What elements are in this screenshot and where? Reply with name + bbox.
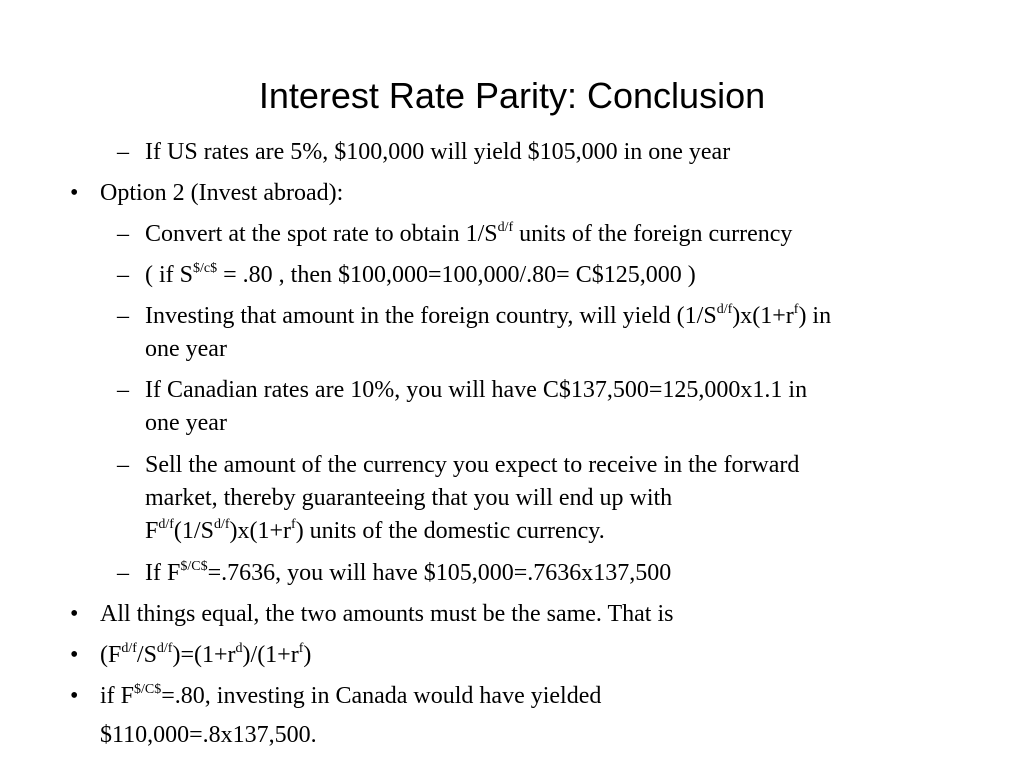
bullet-parity-formula: $(F^{d/f}/S^{d/f})=(1+r^d)/(1+r^f)$	[100, 641, 312, 668]
bullet-marker: •	[70, 601, 79, 627]
subitem-canadian-rates: If Canadian rates are 10%, you will have C$137,500=125,000x1.1 in	[145, 377, 808, 403]
dash-marker: –	[117, 452, 129, 478]
dash-marker: –	[117, 377, 129, 403]
subitem-investing-abroad: Investing that amount in the foreign country, will yield $(1/S^{d/f})x(1+r^f)$ in	[145, 302, 832, 329]
subitem-canadian-rates-cont: one year	[145, 410, 227, 436]
bullet-marker: •	[70, 683, 79, 709]
bullet-option-2: Option 2 (Invest abroad):	[100, 180, 344, 206]
dash-marker: –	[117, 139, 129, 165]
subitem-spot-example: ( if $S^{\$/c\$} = .80$ , then $100,000=100,000/.80= C$125,000 )	[145, 261, 696, 288]
subitem-forward-rate: If $F^{\$/C\$}=.7636$, you will have $105,000=.7636x137,500	[145, 559, 672, 586]
bullet-canada-alternative-cont: $110,000=.8x137,500.	[100, 722, 317, 748]
subitem-sell-forward: Sell the amount of the currency you expect to receive in the forward	[145, 452, 800, 478]
dash-marker: –	[117, 221, 129, 247]
dash-marker: –	[117, 303, 129, 329]
dash-marker: –	[117, 262, 129, 288]
subitem-us-rates: If US rates are 5%, $100,000 will yield $105,000 in one year	[145, 139, 731, 165]
bullet-canada-alternative: if $F^{\$/C\$}=.80$, investing in Canada would have yielded	[100, 682, 602, 709]
dash-marker: –	[117, 560, 129, 586]
slide-title: Interest Rate Parity: Conclusion	[258, 75, 766, 116]
bullet-marker: •	[70, 642, 79, 668]
bullet-marker: •	[70, 180, 79, 206]
subitem-sell-forward-cont: market, thereby guaranteeing that you will end up with	[145, 485, 673, 511]
subitem-sell-forward-formula: $F^{d/f}(1/S^{d/f})x(1+r^f)$ units of the domestic currency.	[145, 517, 605, 544]
subitem-investing-abroad-cont: one year	[145, 336, 227, 362]
subitem-convert-spot: Convert at the spot rate to obtain $1/S^{d/f}$ units of the foreign currency	[145, 220, 793, 247]
bullet-all-things-equal: All things equal, the two amounts must be the same. That is	[100, 601, 674, 627]
